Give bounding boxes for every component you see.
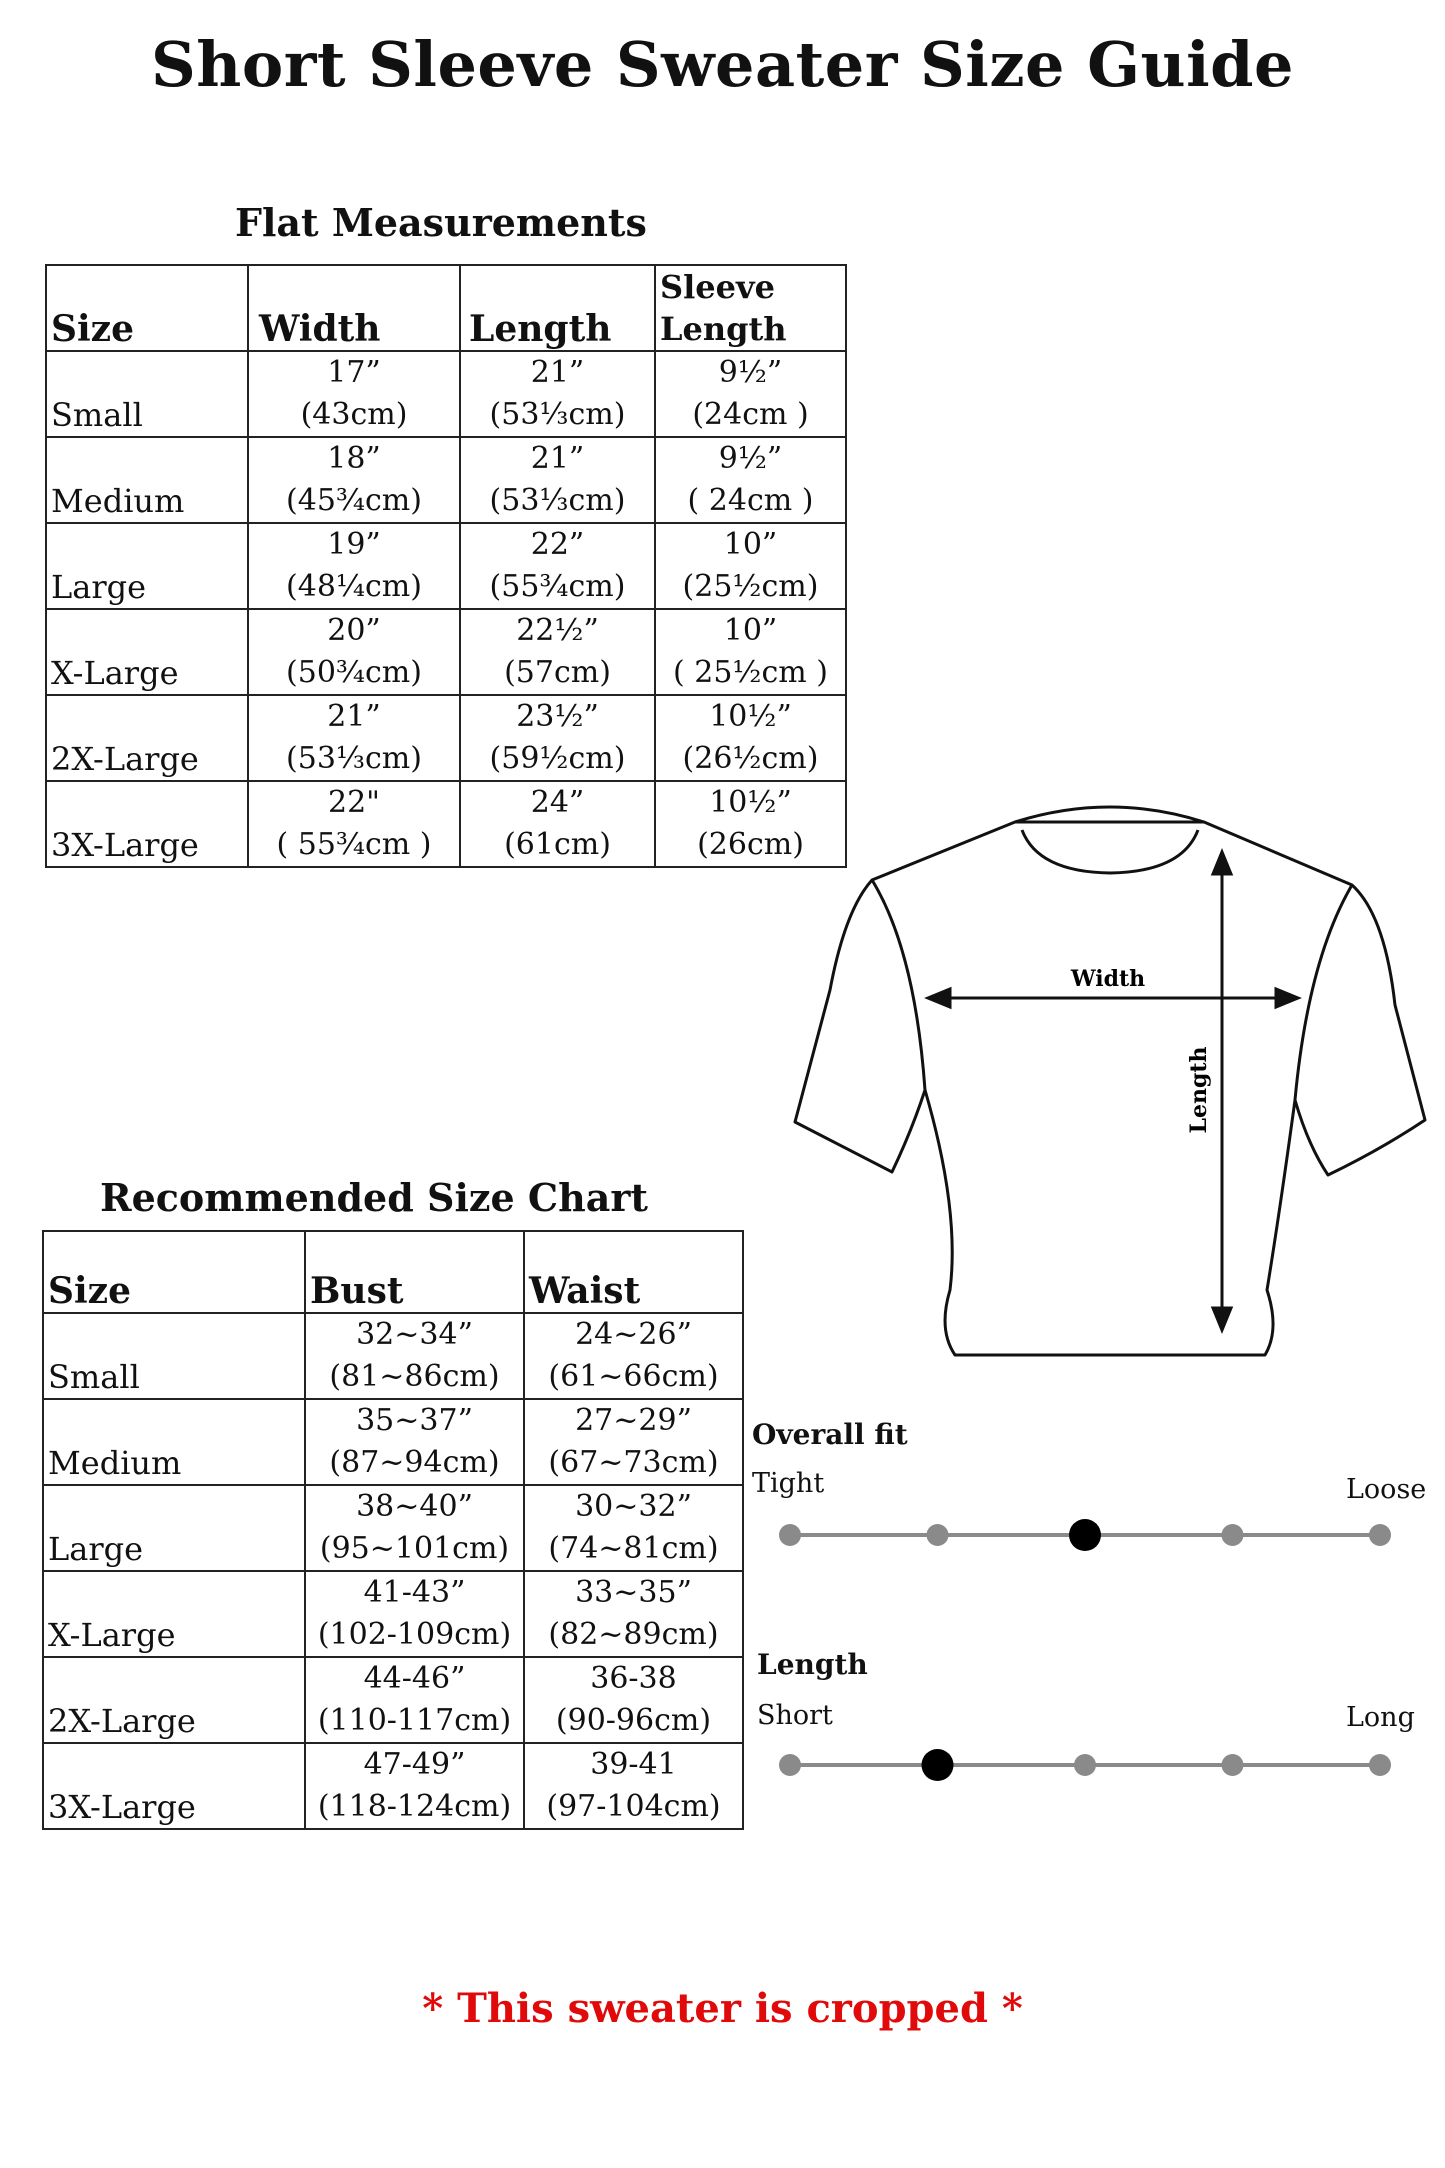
flat-header-row	[46, 265, 846, 351]
length-cell	[460, 523, 655, 609]
value-inches: 41-43”	[363, 1575, 466, 1610]
bust-cell	[305, 1657, 524, 1743]
length-fit-scale	[770, 1740, 1410, 1790]
width-cell	[248, 695, 460, 781]
value-inches: 17”	[327, 355, 381, 390]
waist-cell	[524, 1399, 743, 1485]
value-cm: (59½cm)	[489, 741, 626, 776]
value-cm: (61~66cm)	[548, 1359, 719, 1394]
value-cm: (53⅓cm)	[489, 397, 626, 432]
value-cm: (82~89cm)	[548, 1617, 719, 1652]
bust-cell	[305, 1399, 524, 1485]
value-inches: 21”	[530, 441, 585, 476]
size-name: 3X-Large	[43, 1743, 305, 1829]
value-inches: 24~26”	[575, 1317, 692, 1352]
value-cm: (53⅓cm)	[286, 741, 422, 776]
value-cm: (55¾cm)	[489, 569, 626, 604]
value-cm: (95~101cm)	[319, 1531, 510, 1566]
value-inches: 22"	[328, 785, 380, 820]
bust-cell	[305, 1313, 524, 1399]
size-row-3x-large	[43, 1743, 743, 1829]
value-cm: (110-117cm)	[317, 1703, 512, 1738]
width-cell	[248, 609, 460, 695]
scale-point	[1074, 1754, 1096, 1776]
value-inches: 20”	[327, 613, 381, 648]
value-cm: (61cm)	[504, 827, 611, 862]
value-cm: (118-124cm)	[317, 1789, 512, 1824]
size-row-small	[43, 1313, 743, 1399]
recommended-size-chart-heading: Recommended Size Chart	[100, 1175, 648, 1220]
bust-cell	[305, 1571, 524, 1657]
value-inches: 22½”	[516, 613, 599, 648]
scale-point	[1369, 1754, 1391, 1776]
value-inches: 44-46”	[363, 1661, 466, 1696]
size-row-medium	[46, 437, 846, 523]
value-inches: 10½”	[709, 699, 792, 734]
waist-cell	[524, 1571, 743, 1657]
value-inches: 9½”	[718, 355, 783, 390]
value-cm: (25½cm)	[682, 569, 819, 604]
value-cm: (74~81cm)	[548, 1531, 719, 1566]
value-inches: 18”	[327, 441, 381, 476]
value-inches: 10”	[723, 527, 778, 562]
size-row-medium	[43, 1399, 743, 1485]
value-cm: (26cm)	[697, 827, 804, 862]
value-inches: 39-41	[590, 1747, 677, 1782]
length-fit-short-label: Short	[757, 1700, 833, 1731]
value-inches: 24”	[530, 785, 585, 820]
value-cm: (57cm)	[504, 655, 611, 690]
sweater-collar-inner	[1022, 830, 1198, 873]
length-cell	[460, 437, 655, 523]
width-cell	[248, 437, 460, 523]
value-inches: 33~35”	[575, 1575, 692, 1610]
overall-fit-tight-label: Tight	[752, 1468, 825, 1499]
size-name: Large	[43, 1485, 305, 1571]
length-label: Length	[1186, 1046, 1212, 1134]
value-inches: 21”	[327, 699, 381, 734]
recommended-header-row	[43, 1231, 743, 1313]
value-cm: (87~94cm)	[329, 1445, 500, 1480]
size-row-x-large	[46, 609, 846, 695]
size-name: 2X-Large	[46, 695, 248, 781]
size-name: 3X-Large	[46, 781, 248, 867]
size-row-large	[43, 1485, 743, 1571]
size-row-3x-large	[46, 781, 846, 867]
sweater-diagram	[780, 800, 1440, 1370]
sleeve-cell	[655, 351, 846, 437]
width-cell	[248, 351, 460, 437]
scale-point	[779, 1524, 801, 1546]
width-label: Width	[1070, 966, 1146, 992]
value-cm: ( 55¾cm )	[276, 827, 432, 862]
length-cell	[460, 695, 655, 781]
cropped-note: * This sweater is cropped *	[422, 1985, 1023, 2032]
length-cell	[460, 351, 655, 437]
size-row-2x-large	[43, 1657, 743, 1743]
size-name: X-Large	[43, 1571, 305, 1657]
length-cell	[460, 609, 655, 695]
value-cm: (26½cm)	[682, 741, 819, 776]
page-title: Short Sleeve Sweater Size Guide	[151, 28, 1294, 101]
value-inches: 10”	[723, 613, 778, 648]
sweater-right-armhole	[1295, 885, 1352, 1100]
header-bust: Bust	[305, 1231, 524, 1313]
scale-point	[1222, 1754, 1244, 1776]
bust-cell	[305, 1485, 524, 1571]
scale-point-selected	[1069, 1519, 1101, 1551]
value-cm: (48¼cm)	[286, 569, 422, 604]
value-cm: ( 24cm )	[687, 483, 814, 518]
size-name: 2X-Large	[43, 1657, 305, 1743]
size-name: Large	[46, 523, 248, 609]
value-inches: 10½”	[709, 785, 792, 820]
value-inches: 32~34”	[356, 1317, 473, 1352]
sweater-collar-outer	[1015, 807, 1204, 822]
length-cell	[460, 781, 655, 867]
value-cm: (24cm )	[692, 397, 809, 432]
scale-point	[1369, 1524, 1391, 1546]
waist-cell	[524, 1657, 743, 1743]
scale-point	[779, 1754, 801, 1776]
value-cm: (97-104cm)	[546, 1789, 721, 1824]
length-fit-long-label: Long	[1346, 1702, 1415, 1733]
overall-fit-scale	[770, 1510, 1410, 1560]
size-row-x-large	[43, 1571, 743, 1657]
value-cm: (53⅓cm)	[489, 483, 626, 518]
size-name: Medium	[43, 1399, 305, 1485]
value-inches: 9½”	[718, 441, 783, 476]
value-inches: 38~40”	[356, 1489, 473, 1524]
overall-fit-loose-label: Loose	[1346, 1474, 1427, 1505]
header-sleeve-length: Sleeve Length	[655, 265, 846, 351]
width-cell	[248, 781, 460, 867]
scale-point	[927, 1524, 949, 1546]
value-cm: (50¾cm)	[286, 655, 422, 690]
recommended-size-table	[42, 1230, 744, 1830]
scale-point	[1222, 1524, 1244, 1546]
value-inches: 23½”	[516, 699, 599, 734]
value-cm: (45¾cm)	[286, 483, 422, 518]
waist-cell	[524, 1743, 743, 1829]
waist-cell	[524, 1313, 743, 1399]
size-row-2x-large	[46, 695, 846, 781]
sleeve-cell	[655, 609, 846, 695]
size-name: X-Large	[46, 609, 248, 695]
value-inches: 27~29”	[575, 1403, 692, 1438]
size-row-small	[46, 351, 846, 437]
scale-point-selected	[922, 1749, 954, 1781]
value-cm: (81~86cm)	[329, 1359, 500, 1394]
header-size: Size	[46, 265, 248, 351]
value-inches: 19”	[327, 527, 381, 562]
header-length: Length	[460, 265, 655, 351]
value-cm: ( 25½cm )	[673, 655, 828, 690]
sweater-left-armhole	[872, 880, 925, 1090]
value-cm: (67~73cm)	[548, 1445, 719, 1480]
length-fit-label: Length	[757, 1648, 868, 1681]
header-size: Size	[43, 1231, 305, 1313]
overall-fit-label: Overall fit	[752, 1418, 908, 1451]
value-inches: 35~37”	[356, 1403, 473, 1438]
size-name: Medium	[46, 437, 248, 523]
value-cm: (43cm)	[300, 397, 408, 432]
flat-measurements-heading: Flat Measurements	[235, 200, 647, 245]
sleeve-cell	[655, 695, 846, 781]
size-row-large	[46, 523, 846, 609]
value-cm: (90-96cm)	[555, 1703, 712, 1738]
waist-cell	[524, 1485, 743, 1571]
value-inches: 47-49”	[363, 1747, 466, 1782]
flat-measurements-table	[45, 264, 847, 868]
size-name: Small	[43, 1313, 305, 1399]
sleeve-cell	[655, 523, 846, 609]
width-cell	[248, 523, 460, 609]
sweater-outline	[795, 822, 1425, 1355]
size-name: Small	[46, 351, 248, 437]
value-inches: 30~32”	[575, 1489, 692, 1524]
value-inches: 36-38	[590, 1661, 677, 1696]
value-inches: 22”	[530, 527, 585, 562]
value-inches: 21”	[530, 355, 585, 390]
bust-cell	[305, 1743, 524, 1829]
header-width: Width	[248, 265, 460, 351]
header-waist: Waist	[524, 1231, 743, 1313]
sleeve-cell	[655, 437, 846, 523]
value-cm: (102-109cm)	[317, 1617, 512, 1652]
